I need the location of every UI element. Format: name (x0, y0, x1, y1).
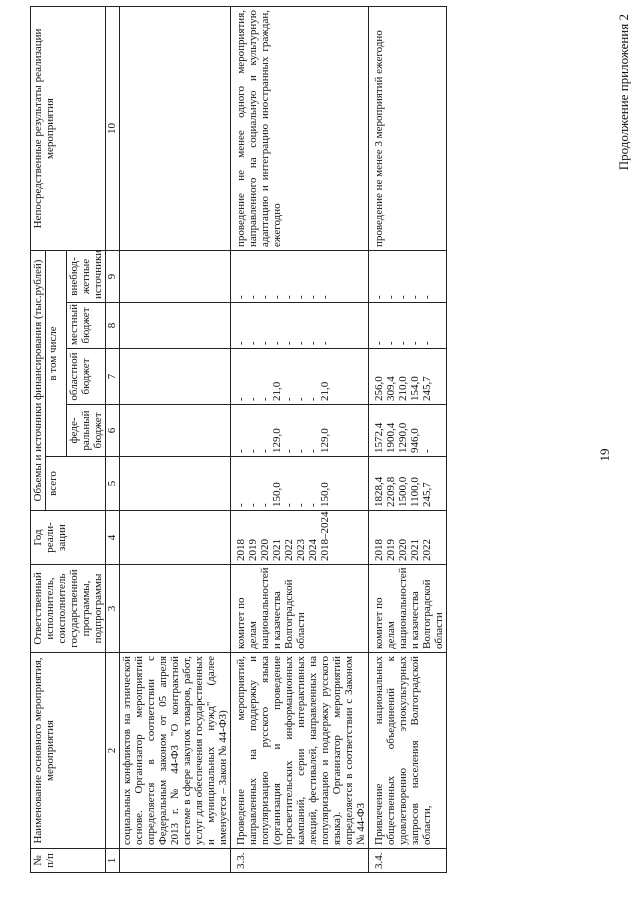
column-number: 9 (106, 250, 120, 302)
row-extra (231, 250, 369, 302)
row-local (231, 303, 369, 349)
header-name: Наименование основного мероприятия, мероприятия (31, 653, 106, 849)
program-table (30, 6, 447, 873)
cell-value: - (283, 449, 295, 453)
cell-value: 21,0 (271, 381, 283, 401)
cell-value: 2020 (259, 539, 271, 561)
cell-value: - (259, 295, 271, 299)
cell-value: - (271, 341, 283, 345)
column-number: 3 (106, 565, 120, 653)
cell-value: - (235, 295, 247, 299)
cell-value: 1572,4 (373, 422, 385, 453)
cell-value: - (247, 341, 259, 345)
header-results: Непосредственные результаты реализации мероприятия (31, 6, 106, 250)
cell-value: - (235, 449, 247, 453)
cell-value: - (319, 341, 331, 345)
column-number: 6 (106, 405, 120, 457)
cell-value: 1500,0 (397, 476, 409, 507)
cell-value: - (247, 503, 259, 507)
column-number: 8 (106, 303, 120, 349)
cell-value: 2021 (409, 539, 421, 561)
row-result: проведение не менее одного мероприятия, направленного на социальную и культурную адаптацию и интеграцию иностранных граждан, ежегодно (231, 6, 369, 250)
cell-value: - (283, 341, 295, 345)
cell-value: - (235, 397, 247, 401)
cell-value: 2018–2024 (319, 511, 331, 561)
column-number: 2 (106, 653, 120, 849)
cell-value: - (259, 449, 271, 453)
table-row (369, 6, 447, 872)
cell-value: - (295, 503, 307, 507)
column-number: 7 (106, 349, 120, 405)
cell-value: - (373, 295, 385, 299)
row-years (369, 511, 447, 565)
cell-value: 2209,8 (385, 476, 397, 507)
row-extra (369, 250, 447, 302)
row-executor: комитет по делам национальностей и казачества Волгоградской области (231, 565, 369, 653)
cell-value: - (421, 449, 433, 453)
row-number: 3.4. (369, 849, 447, 873)
appendix-label: Продолжение приложения 2 (616, 14, 631, 171)
cell-value: - (373, 341, 385, 345)
cell-value: - (283, 397, 295, 401)
cell-value: - (409, 295, 421, 299)
cell-value: - (235, 503, 247, 507)
cell-value: - (385, 341, 397, 345)
row-name: Привлечение национальных общественных объединений к удовлетворению этнокультурных запросов населения Волгоградской области, (369, 653, 447, 849)
row-federal (231, 405, 369, 457)
header-federal: феде-ральный бюджет (67, 405, 106, 457)
cell-value: - (295, 341, 307, 345)
row-number: 3.3. (231, 849, 369, 873)
row-total (369, 457, 447, 511)
cell-value: - (307, 295, 319, 299)
cell-value: - (421, 341, 433, 345)
cell-value: 245,7 (421, 376, 433, 401)
row-regional (231, 349, 369, 405)
cell-value: - (295, 449, 307, 453)
cell-value: 150,0 (319, 482, 331, 507)
row-years (231, 511, 369, 565)
row-federal (369, 405, 447, 457)
cell-value: 1828,4 (373, 476, 385, 507)
cell-value: 2024 (307, 539, 319, 561)
cell-value: 245,7 (421, 482, 433, 507)
table-row (231, 6, 369, 872)
cell-value: - (319, 295, 331, 299)
cell-value: - (259, 397, 271, 401)
cell-value: - (295, 397, 307, 401)
cell-value: 2018 (373, 539, 385, 561)
cell-value: 2022 (283, 539, 295, 561)
cell-value: - (283, 503, 295, 507)
cell-value: - (271, 295, 283, 299)
cell-value: - (307, 449, 319, 453)
cell-value: - (247, 449, 259, 453)
cell-value: - (259, 503, 271, 507)
cell-value: 129,0 (271, 428, 283, 453)
row-regional (369, 349, 447, 405)
row-executor: комитет по делам национальностей и казачества Волгоградской области (369, 565, 447, 653)
cell-value: 210,0 (397, 376, 409, 401)
cell-value: 154,0 (409, 376, 421, 401)
continuation-row (120, 6, 231, 872)
cell-value: - (385, 295, 397, 299)
cell-value: 1100,0 (409, 477, 421, 507)
row-local (369, 303, 447, 349)
header-row-1 (31, 6, 46, 872)
cell-value: - (397, 295, 409, 299)
row-name: Проведение мероприятий, направленных на поддержку и популяризацию русского языка (организация и проведение просветительских информационных кампаний, серии интерактивных лекций, фестивалей, направленных на популяризацию и поддержку русского языка). Организатор мероприятий определяется в соответствии с Законом № 44-ФЗ (231, 653, 369, 849)
cell-value: 946,0 (409, 428, 421, 453)
header-extra: внебюд-жетные источники (67, 250, 106, 302)
cell-value: 1900,4 (385, 422, 397, 453)
column-number-row (106, 6, 120, 872)
continuation-text: социальных конфликтов на этнической основе. Организатор мероприятий определяется в соответствии с Федеральным законом от 05 апреля 2013 г. № 44-ФЗ "О контрактной системе в сфере закупок товаров, работ, услуг для обеспечения государственных и муниципальных нужд" (далее именуется – Закон № 44-ФЗ) (120, 653, 231, 849)
row-result: проведение не менее 3 мероприятий ежегодно (369, 6, 447, 250)
cell-value: 2019 (385, 539, 397, 561)
cell-value: - (283, 295, 295, 299)
cell-value: - (421, 295, 433, 299)
header-total: всего (46, 457, 106, 511)
cell-value: 256,0 (373, 376, 385, 401)
cell-value: 2022 (421, 539, 433, 561)
header-num: № п/п (31, 849, 106, 873)
cell-value: 2020 (397, 539, 409, 561)
page-number: 19 (597, 448, 612, 462)
header-executor: Ответственный исполнитель, соисполнитель государственной программы, подпрограммы (31, 565, 106, 653)
cell-value: 2023 (295, 539, 307, 561)
cell-value: - (295, 295, 307, 299)
cell-value: 2021 (271, 539, 283, 561)
header-including: в том числе (46, 250, 67, 456)
header-year: Год реали-зации (31, 511, 106, 565)
cell-value: - (397, 341, 409, 345)
cell-value: 150,0 (271, 482, 283, 507)
cell-value: - (307, 397, 319, 401)
cell-value: 2018 (235, 539, 247, 561)
cell-value: 1290,0 (397, 422, 409, 453)
cell-value: - (247, 295, 259, 299)
cell-value: - (247, 397, 259, 401)
column-number: 1 (106, 849, 120, 873)
cell-value: 129,0 (319, 428, 331, 453)
header-local: местный бюджет (67, 303, 106, 349)
row-total (231, 457, 369, 511)
header-funding: Объемы и источники финансирования (тыс.рублей) (31, 250, 46, 510)
cell-value: - (307, 503, 319, 507)
column-number: 5 (106, 457, 120, 511)
column-number: 10 (106, 6, 120, 250)
cell-value: 21,0 (319, 381, 331, 401)
cell-value: 2019 (247, 539, 259, 561)
cell-value: - (307, 341, 319, 345)
cell-value: - (409, 341, 421, 345)
cell-value: - (259, 341, 271, 345)
column-number: 4 (106, 511, 120, 565)
cell-value: - (235, 341, 247, 345)
header-regional: областной бюджет (67, 349, 106, 405)
cell-value: 309,4 (385, 376, 397, 401)
